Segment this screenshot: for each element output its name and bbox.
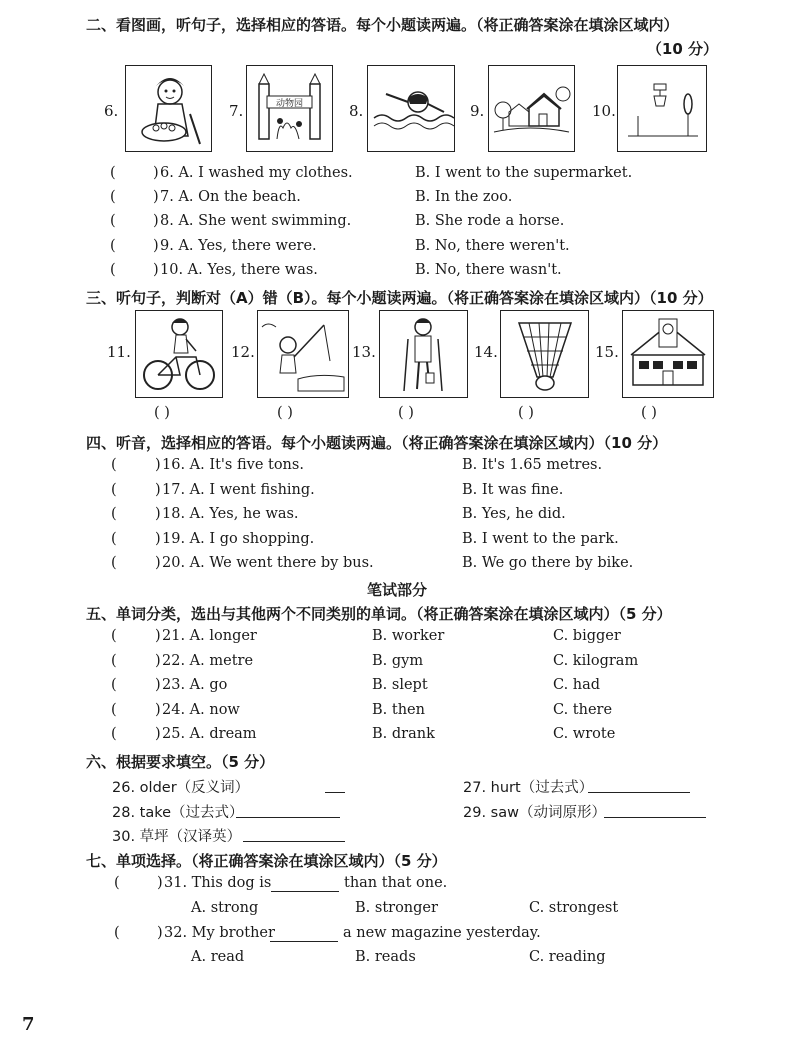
girl-washing-clothes-icon	[125, 65, 212, 152]
q28-answer-blank[interactable]	[236, 803, 340, 818]
q22-option-a: 22. A. metre	[162, 653, 254, 669]
page-number: 7	[22, 1014, 35, 1035]
answer-paren-close: )	[153, 262, 159, 278]
answer-paren-close: )	[155, 506, 161, 522]
farm-houses-icon	[488, 65, 575, 152]
section-5-title: 五、单词分类，选出与其他两个不同类别的单词。（将正确答案涂在填涂区域内）（5 分）	[86, 605, 672, 623]
q9-option-a: 9. A. Yes, there were.	[160, 238, 317, 254]
answer-paren-open[interactable]: (	[114, 875, 120, 891]
answer-paren-close: )	[157, 875, 163, 891]
q6-option-a: 6. A. I washed my clothes.	[160, 165, 353, 181]
pic-number-10: 10.	[592, 102, 616, 120]
answer-paren-12[interactable]: ( )	[277, 405, 293, 421]
boy-with-crutches-icon	[379, 310, 468, 398]
written-part-title: 笔试部分	[366, 581, 427, 599]
boy-riding-bike-icon	[135, 310, 223, 398]
zoo-sign: 动物园	[275, 99, 304, 109]
pic-number-6: 6.	[104, 102, 119, 120]
q31-option-c: C. strongest	[529, 900, 619, 916]
section-6-title: 六、根据要求填空。（5 分）	[86, 753, 275, 771]
q32-option-a: A. read	[191, 949, 245, 965]
q8-option-b: B. She rode a horse.	[415, 213, 565, 229]
answer-paren-close: )	[155, 726, 161, 742]
answer-paren-close: )	[155, 628, 161, 644]
q10-option-b: B. No, there wasn't.	[415, 262, 562, 278]
answer-paren-11[interactable]: ( )	[154, 405, 170, 421]
answer-paren-open[interactable]: (	[111, 555, 117, 571]
q17-option-b: B. It was fine.	[462, 482, 564, 498]
pic-number-11: 11.	[107, 343, 131, 361]
pic-number-8: 8.	[349, 102, 364, 120]
answer-paren-open[interactable]: (	[111, 628, 117, 644]
answer-paren-open[interactable]: (	[110, 213, 116, 229]
q31-option-a: A. strong	[191, 900, 259, 916]
answer-paren-open[interactable]: (	[110, 189, 116, 205]
q21-option-c: C. bigger	[553, 628, 621, 644]
q27-answer-blank[interactable]	[588, 778, 690, 793]
section-7-title: 七、单项选择。（将正确答案涂在填涂区域内）（5 分）	[86, 852, 447, 870]
answer-paren-open[interactable]: (	[111, 702, 117, 718]
answer-paren-close: )	[155, 702, 161, 718]
answer-paren-close: )	[155, 555, 161, 571]
q8-option-a: 8. A. She went swimming.	[160, 213, 352, 229]
q21-option-b: B. worker	[372, 628, 445, 644]
q31-stem-start: 31. This dog is	[164, 875, 272, 891]
q31-answer-blank[interactable]	[271, 877, 339, 892]
answer-paren-14[interactable]: ( )	[518, 405, 534, 421]
q18-option-a: 18. A. Yes, he was.	[162, 506, 299, 522]
q20-option-a: 20. A. We went there by bus.	[162, 555, 374, 571]
pic-number-14: 14.	[474, 343, 498, 361]
q32-stem-end: a new magazine yesterday.	[343, 925, 541, 941]
section-4-title: 四、听音，选择相应的答语。每个小题读两遍。（将正确答案涂在填涂区域内）（10 分）	[86, 434, 668, 452]
q19-option-b: B. I went to the park.	[462, 531, 619, 547]
q31-option-b: B. stronger	[355, 900, 438, 916]
q7-option-a: 7. A. On the beach.	[160, 189, 301, 205]
pic-number-15: 15.	[595, 343, 619, 361]
answer-paren-close: )	[153, 238, 159, 254]
answer-paren-13[interactable]: ( )	[398, 405, 414, 421]
shuttlecock-icon	[500, 310, 589, 398]
answer-paren-open[interactable]: (	[111, 506, 117, 522]
q27-prompt: 27. hurt（过去式）	[463, 780, 594, 796]
q30-answer-blank[interactable]	[243, 827, 345, 842]
answer-paren-15[interactable]: ( )	[641, 405, 657, 421]
q24-option-a: 24. A. now	[162, 702, 240, 718]
weather-tools-icon	[617, 65, 707, 152]
q24-option-c: C. there	[553, 702, 613, 718]
q23-option-b: B. slept	[372, 677, 428, 693]
q9-option-b: B. No, there weren't.	[415, 238, 570, 254]
q25-option-c: C. wrote	[553, 726, 616, 742]
q16-option-b: B. It's 1.65 metres.	[462, 457, 603, 473]
pic-number-9: 9.	[470, 102, 485, 120]
q23-option-a: 23. A. go	[162, 677, 228, 693]
answer-paren-open[interactable]: (	[111, 457, 117, 473]
q31-stem-end: than that one.	[344, 875, 448, 891]
school-building-icon	[622, 310, 714, 398]
q16-option-a: 16. A. It's five tons.	[162, 457, 304, 473]
q26-answer-blank[interactable]	[325, 778, 345, 793]
answer-paren-close: )	[155, 677, 161, 693]
q32-answer-blank[interactable]	[270, 927, 338, 942]
answer-paren-close: )	[155, 653, 161, 669]
swimmer-icon	[367, 65, 455, 152]
answer-paren-close: )	[153, 165, 159, 181]
answer-paren-open[interactable]: (	[111, 482, 117, 498]
pic-number-13: 13.	[352, 343, 376, 361]
q30-prompt: 30. 草坪（汉译英）	[112, 829, 242, 845]
q17-option-a: 17. A. I went fishing.	[162, 482, 315, 498]
answer-paren-open[interactable]: (	[110, 238, 116, 254]
q24-option-b: B. then	[372, 702, 425, 718]
answer-paren-open[interactable]: (	[110, 165, 116, 181]
q18-option-b: B. Yes, he did.	[462, 506, 566, 522]
answer-paren-close: )	[155, 531, 161, 547]
q19-option-a: 19. A. I go shopping.	[162, 531, 315, 547]
q29-answer-blank[interactable]	[604, 803, 706, 818]
answer-paren-close: )	[155, 482, 161, 498]
q25-option-a: 25. A. dream	[162, 726, 257, 742]
answer-paren-open[interactable]: (	[111, 531, 117, 547]
answer-paren-open[interactable]: (	[114, 925, 120, 941]
q10-option-a: 10. A. Yes, there was.	[160, 262, 318, 278]
pic-number-7: 7.	[229, 102, 244, 120]
q32-option-c: C. reading	[529, 949, 606, 965]
q6-option-b: B. I went to the supermarket.	[415, 165, 633, 181]
answer-paren-close: )	[155, 457, 161, 473]
q26-prompt: 26. older（反义词）	[112, 780, 250, 796]
q28-prompt: 28. take（过去式）	[112, 805, 244, 821]
man-fishing-icon	[257, 310, 349, 398]
pic-number-12: 12.	[231, 343, 255, 361]
q25-option-b: B. drank	[372, 726, 435, 742]
section-3-title: 三、听句子，判断对（A）错（B）。每个小题读两遍。（将正确答案涂在填涂区域内）（10 分）	[86, 289, 713, 307]
answer-paren-close: )	[153, 189, 159, 205]
q7-option-b: B. In the zoo.	[415, 189, 513, 205]
q22-option-c: C. kilogram	[553, 653, 639, 669]
answer-paren-open[interactable]: (	[111, 653, 117, 669]
q23-option-c: C. had	[553, 677, 601, 693]
section-2-score: （10 分）	[646, 40, 718, 58]
answer-paren-open[interactable]: (	[111, 677, 117, 693]
q32-stem-start: 32. My brother	[164, 925, 275, 941]
q29-prompt: 29. saw（动词原形）	[463, 805, 606, 821]
q32-option-b: B. reads	[355, 949, 416, 965]
q21-option-a: 21. A. longer	[162, 628, 257, 644]
answer-paren-open[interactable]: (	[110, 262, 116, 278]
answer-paren-close: )	[153, 213, 159, 229]
q22-option-b: B. gym	[372, 653, 424, 669]
section-2-title: 二、看图画，听句子，选择相应的答语。每个小题读两遍。（将正确答案涂在填涂区域内）	[86, 16, 679, 34]
zoo-gate-icon	[246, 65, 333, 152]
q20-option-b: B. We go there by bike.	[462, 555, 634, 571]
answer-paren-open[interactable]: (	[111, 726, 117, 742]
answer-paren-close: )	[157, 925, 163, 941]
